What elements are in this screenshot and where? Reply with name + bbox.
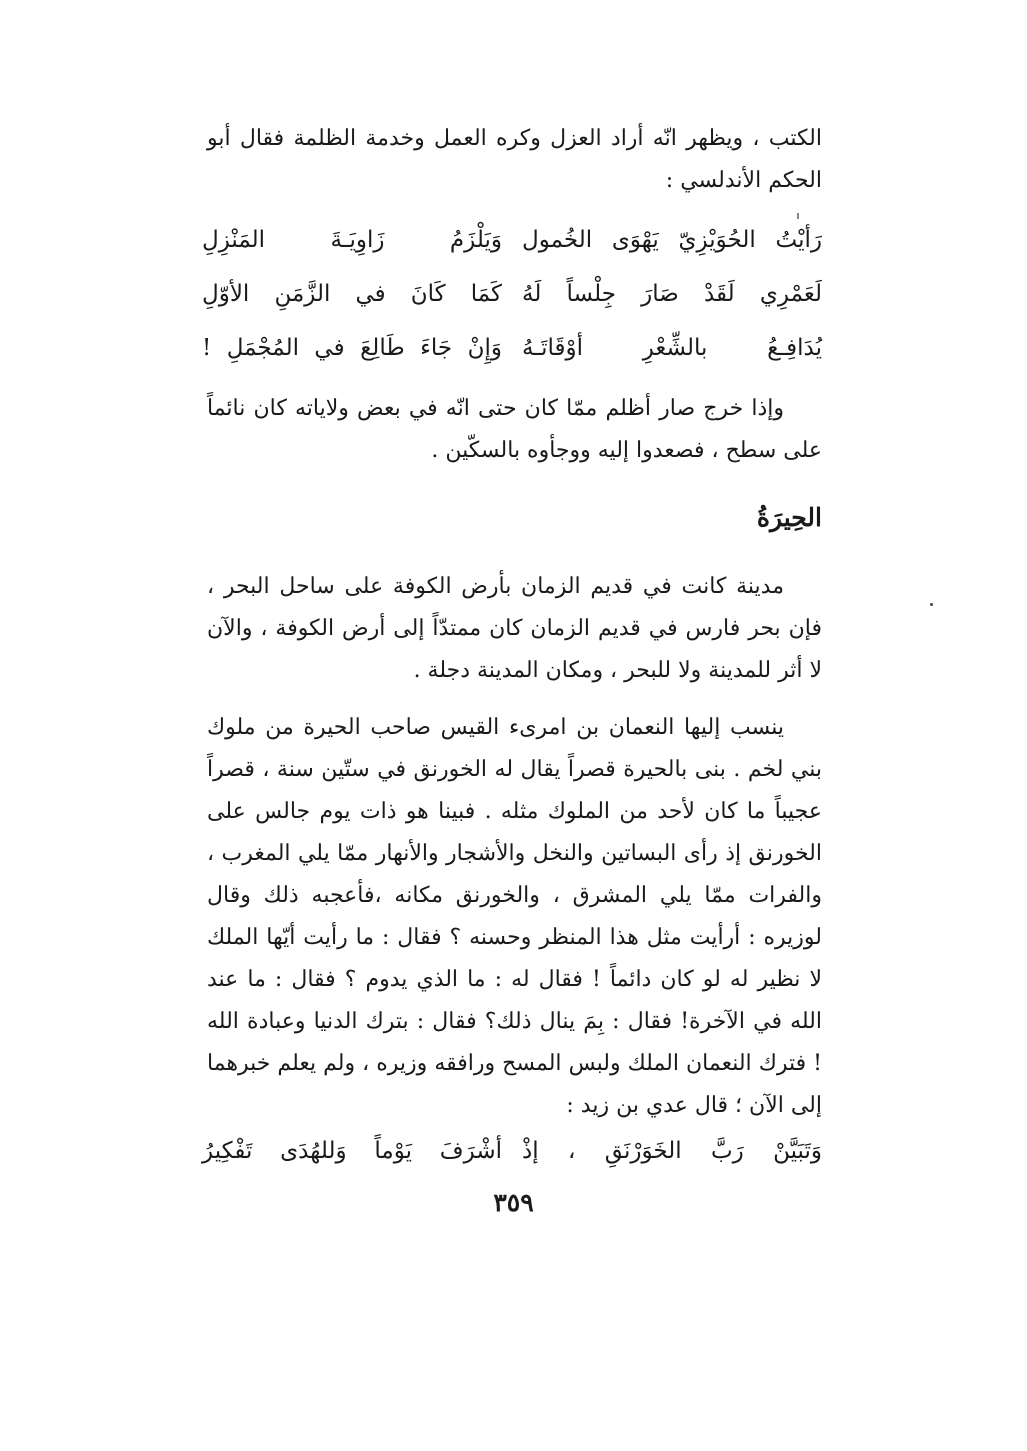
poem-abu-al-hakam — [202, 213, 822, 375]
page-number: ٣٥٩ — [493, 1188, 534, 1217]
verse-line — [202, 1124, 822, 1178]
verse-first-hemistich: رَأيْتُ الحُوَيْزِيّ يَهْوَى الخُمول — [522, 227, 822, 253]
verse-line — [202, 267, 822, 321]
paragraph-after-poem — [207, 388, 822, 472]
scan-speck — [930, 603, 933, 606]
intro-paragraph — [207, 118, 822, 202]
paragraph-text: ينسب إليها النعمان بن امرىء القيس صاحب الحيرة من ملوك بني لخم . بنى بالحيرة قصراً يقال له الخورنق في ستّين سنة ، قصراً عجيباً ما كان لأحد من الملوك مثله . فبينا هو ذات يوم جالس على الخورنق إذ رأى البساتين والنخل والأشجار والأنهار ممّا يلي المغرب ، والفرات ممّا يلي المشرق ، والخورنق مكانه ،فأعجبه ذلك وقال لوزيره : أرأيت مثل هذا المنظر وحسنه ؟ فقال : ما رأيت أيّها الملك لا نظير له لو كان دائماً ! فقال له : ما الذي يدوم ؟ فقال : ما عند الله في الآخرة! فقال : بِمَ ينال ذلك؟ فقال : بترك الدنيا وعبادة الله ! فترك النعمان الملك ولبس المسح ورافقه وزيره ، ولم يعلم خبرهما إلى الآن ؛ قال عدي بن زيد : — [207, 715, 823, 1118]
verse-line — [202, 213, 822, 267]
verse-first-hemistich: وَتَبَيَّنْ رَبَّ الخَوَرْنَقِ ، إذْ — [522, 1138, 822, 1164]
verse-second-hemistich: أشْرَفَ يَوْماً وَللهُدَى تَفْكِيرُ — [202, 1138, 502, 1164]
description-paragraph — [207, 566, 822, 692]
verse-second-hemistich: وَإِنْ جَاءَ طَالِعَ في المُجْمَلِ ! — [202, 335, 502, 361]
verse-first-hemistich: لَعَمْرِي لَقَدْ صَارَ جِلْساً لَهُ — [522, 281, 822, 307]
verse-second-hemistich: كَمَا كَانَ في الزَّمَنِ الأوّلِ — [202, 281, 502, 307]
scan-mark — [797, 213, 799, 219]
intro-text: الكتب ، ويظهر انّه أراد العزل وكره العمل وخدمة الظلمة فقال أبو الحكم الأندلسي : — [207, 126, 822, 193]
story-paragraph — [207, 707, 822, 1127]
verse-second-hemistich: وَيَلْزَمُ زَاوِيَـةَ المَنْزِلِ — [202, 227, 502, 253]
verse-first-hemistich: يُدَافِـعُ بالشِّعْرِ أوْقَاتَـهُ — [522, 335, 822, 361]
paragraph-text: وإذا خرج صار أظلم ممّا كان حتى انّه في بعض ولاياته كان نائماً على سطح ، فصعدوا إليه ووجأوه بالسكّين . — [207, 396, 822, 463]
verse-line — [202, 321, 822, 375]
paragraph-text: مدينة كانت في قديم الزمان بأرض الكوفة على ساحل البحر ، فإن بحر فارس في قديم الزمان كان ممتدّاً إلى أرض الكوفة ، والآن لا أثر للمدينة ولا للبحر ، ومكان المدينة دجلة . — [207, 574, 822, 683]
poem-adi-bin-zayd — [202, 1124, 822, 1178]
section-heading: الحِيرَةُ — [756, 503, 822, 532]
